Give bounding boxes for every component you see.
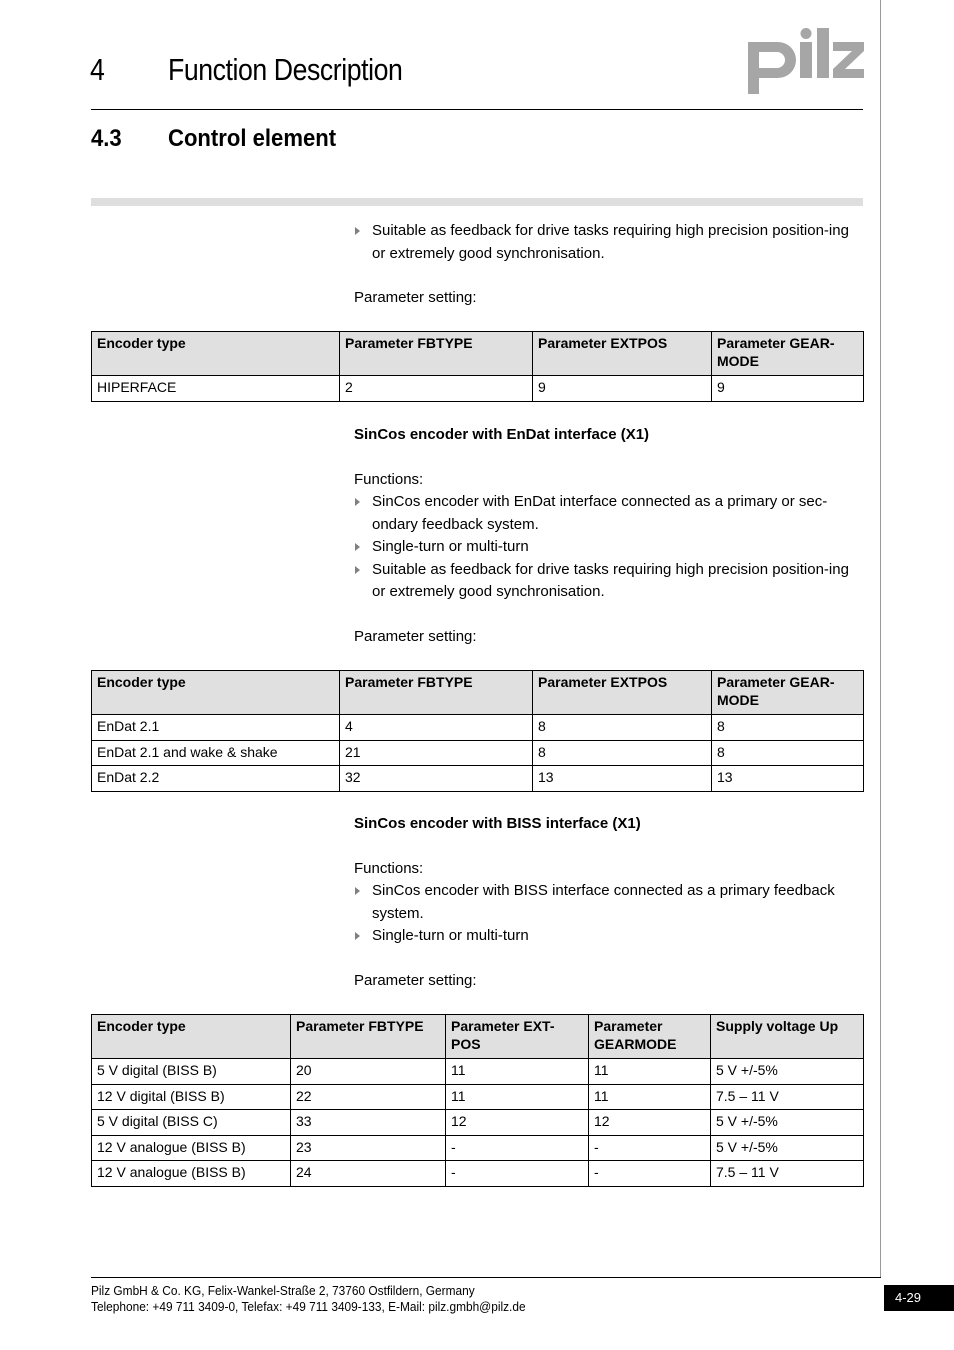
header-cell: Encoder type	[92, 1015, 291, 1059]
endat-heading: SinCos encoder with EnDat interface (X1)	[354, 426, 650, 443]
table-row	[92, 1135, 864, 1161]
bullet-triangle-icon	[355, 227, 360, 235]
header-cell: Encoder type	[92, 671, 340, 715]
header-cell: Parameter GEARMODE	[589, 1015, 711, 1059]
section-number: 4.3	[91, 125, 122, 152]
bullet-item: SinCos encoder with BISS interface connected as a primary feedback system.	[354, 880, 864, 925]
table-cell: 23	[291, 1135, 446, 1161]
table-cell: 9	[533, 376, 712, 402]
table-cell: 5 V +/-5%	[711, 1059, 864, 1085]
parameter-label: Parameter setting:	[354, 971, 477, 989]
table-cell: 2	[340, 376, 533, 402]
footer-line-2: Telephone: +49 711 3409-0, Telefax: +49 711 3409-133, E-Mail: pilz.gmbh@pilz.de	[91, 1300, 526, 1314]
bullet-triangle-icon	[355, 887, 360, 895]
bullet-item: Suitable as feedback for drive tasks requiring high precision position-ing or extremely good synchronisation.	[354, 559, 864, 604]
table-row	[92, 766, 864, 792]
biss-block	[354, 813, 864, 992]
table-cell: 24	[291, 1161, 446, 1187]
table-cell: 11	[589, 1059, 711, 1085]
table-header-row	[92, 332, 864, 376]
table-cell: 4	[340, 715, 533, 741]
table-row	[92, 1084, 864, 1110]
biss-heading: SinCos encoder with BISS interface (X1)	[354, 815, 641, 832]
table-header-row	[92, 1015, 864, 1059]
parameter-label: Parameter setting:	[354, 627, 477, 645]
table-row	[92, 1059, 864, 1085]
table-cell: 5 V +/-5%	[711, 1110, 864, 1136]
header-rule	[91, 109, 863, 110]
functions-label: Functions:	[354, 470, 424, 488]
table-cell: -	[589, 1135, 711, 1161]
bullet-triangle-icon	[355, 932, 360, 940]
bullet-triangle-icon	[355, 543, 360, 551]
table-cell: -	[446, 1161, 589, 1187]
chapter-number: 4	[90, 52, 105, 87]
table-cell: 11	[589, 1084, 711, 1110]
bullet-item: Suitable as feedback for drive tasks requiring high precision position-ing or extremely good synchronisation.	[354, 220, 864, 265]
table-cell: EnDat 2.1	[92, 715, 340, 741]
table-cell: 8	[533, 740, 712, 766]
header-cell: Parameter GEAR-MODE	[712, 332, 864, 376]
table-row	[92, 715, 864, 741]
table-cell: 7.5 – 11 V	[711, 1084, 864, 1110]
header-cell: Parameter EXTPOS	[533, 332, 712, 376]
table-cell: 5 V +/-5%	[711, 1135, 864, 1161]
biss-table	[91, 1014, 864, 1187]
table-cell: HIPERFACE	[92, 376, 340, 402]
table-row	[92, 1110, 864, 1136]
pilz-logo-icon	[748, 28, 864, 94]
header-cell: Parameter EXTPOS	[533, 671, 712, 715]
table-cell: 32	[340, 766, 533, 792]
table-cell: 12	[446, 1110, 589, 1136]
chapter-title: Function Description	[168, 52, 403, 87]
table-cell: 5 V digital (BISS C)	[92, 1110, 291, 1136]
table-cell: 12 V digital (BISS B)	[92, 1084, 291, 1110]
bullet-item: Single-turn or multi-turn	[354, 925, 864, 948]
table-cell: 8	[712, 715, 864, 741]
footer-rule	[91, 1277, 881, 1278]
table-cell: 7.5 – 11 V	[711, 1161, 864, 1187]
bullet-item: Single-turn or multi-turn	[354, 536, 864, 559]
table-cell: -	[589, 1161, 711, 1187]
endat-table	[91, 670, 864, 792]
header-cell: Parameter GEAR-MODE	[712, 671, 864, 715]
table-cell: 12	[589, 1110, 711, 1136]
bullet-triangle-icon	[355, 498, 360, 506]
header-cell: Parameter FBTYPE	[340, 332, 533, 376]
bullet-triangle-icon	[355, 566, 360, 574]
footer-line-1: Pilz GmbH & Co. KG, Felix-Wankel-Straße 2, 73760 Ostfildern, Germany	[91, 1284, 475, 1298]
table-row	[92, 740, 864, 766]
table-cell: 13	[712, 766, 864, 792]
table-cell: 33	[291, 1110, 446, 1136]
header-cell: Parameter FBTYPE	[291, 1015, 446, 1059]
section-title: Control element	[168, 125, 337, 152]
hiperface-table	[91, 331, 864, 402]
table-cell: 12 V analogue (BISS B)	[92, 1161, 291, 1187]
table-cell: 21	[340, 740, 533, 766]
table-row	[92, 376, 864, 402]
parameter-label: Parameter setting:	[354, 289, 477, 306]
table-cell: EnDat 2.1 and wake & shake	[92, 740, 340, 766]
header-cell: Parameter EXT-POS	[446, 1015, 589, 1059]
table-cell: 20	[291, 1059, 446, 1085]
table-cell: 9	[712, 376, 864, 402]
section-bar	[91, 198, 863, 206]
table-cell: EnDat 2.2	[92, 766, 340, 792]
table-cell: 8	[712, 740, 864, 766]
table-cell: 12 V analogue (BISS B)	[92, 1135, 291, 1161]
table-header-row	[92, 671, 864, 715]
header-cell: Encoder type	[92, 332, 340, 376]
footer-address	[91, 1283, 526, 1315]
bullet-item: SinCos encoder with EnDat interface connected as a primary or sec-ondary feedback system.	[354, 491, 864, 536]
table-cell: 11	[446, 1059, 589, 1085]
table-cell: 8	[533, 715, 712, 741]
functions-label: Functions:	[354, 859, 424, 877]
table-cell: 5 V digital (BISS B)	[92, 1059, 291, 1085]
table-cell: -	[446, 1135, 589, 1161]
page-number: 4-29	[884, 1285, 954, 1311]
table-cell: 13	[533, 766, 712, 792]
table-cell: 22	[291, 1084, 446, 1110]
header-cell: Parameter FBTYPE	[340, 671, 533, 715]
table-cell: 11	[446, 1084, 589, 1110]
header-cell: Supply voltage Up	[711, 1015, 864, 1059]
intro-block	[354, 220, 864, 310]
table-row	[92, 1161, 864, 1187]
margin-rule	[880, 0, 881, 1277]
endat-block	[354, 424, 864, 648]
